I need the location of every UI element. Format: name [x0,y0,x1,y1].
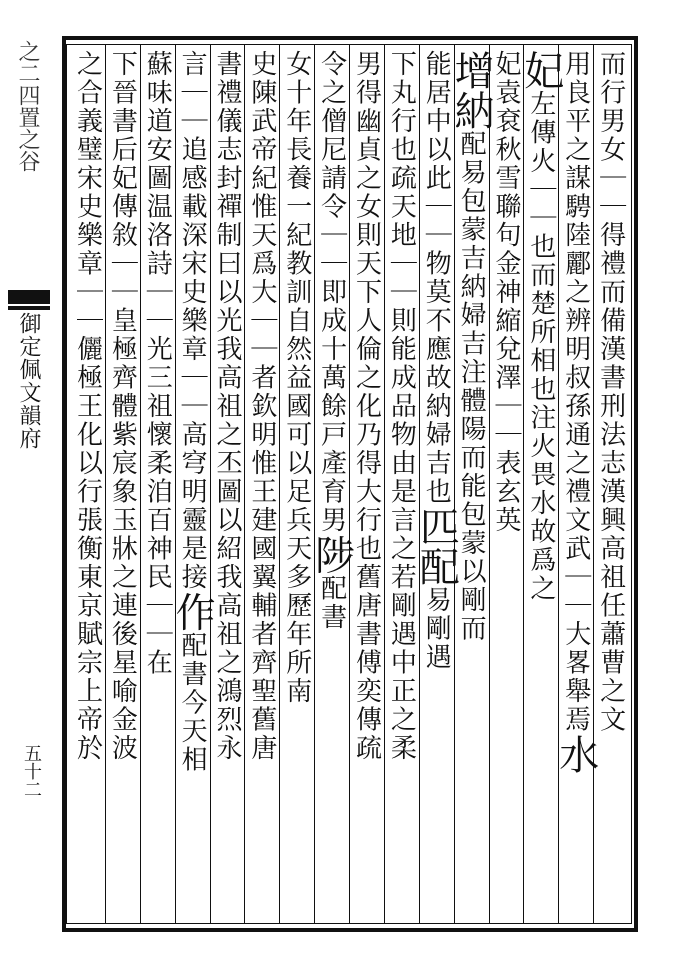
text-run: 下晉書后妃傳敘｜｜皇極齊體紫宸象玉牀之連後星喻金波 [107,50,138,763]
text-run: 配 [316,574,347,603]
text-run: 之合義璧宋史樂章｜｜儷極王化以行張衡東京賦宗上帝於 [72,50,103,763]
fishtail-mark [8,290,50,304]
headword: 作 [169,591,216,632]
margin-top-faint-text [2,40,52,290]
headword: 增納 [448,50,495,130]
book-title: 御定佩文韻府 [16,312,41,450]
text-run: 天多歷年所南 [281,534,312,706]
text-run: 用良平之謀騁陸酈之辨明叔孫通之禮文武｜｜大畧舉焉 [560,50,591,734]
text-run: 言｜｜追感載深宋史樂章｜｜高穹明靈是接 [177,50,208,592]
text-run: 令之僧尼請令｜｜即成十萬餘戸產育男 [316,50,347,535]
headword: 陟 [308,534,355,575]
text-run: 書 [316,603,347,632]
text-run: 左傳火｜｜也而楚所相也注火畏水故爲之 [525,90,556,603]
text-run: 蘇味道安圖温洛詩｜｜光三祖懷柔洎百神 [142,50,173,563]
text-run: 配 [177,631,208,660]
text-run: 易剛遇 [421,586,452,672]
column-text [66,50,108,763]
headword: 妃 [517,50,564,90]
text-run: 易包蒙吉納婦吉注體陽而能包蒙以剛而 [456,158,487,643]
text-run: 配 [456,130,487,159]
text-column [66,50,108,918]
text-run: 史陳武帝紀惟天爲大｜｜者欽明惟王建國翼輔者齊聖舊唐 [246,50,277,763]
text-run: 下丸行也疏天地｜｜則能成品物由是言之若剛遇中正之柔 [386,50,417,763]
text-run: 妃袁袞秋雪聯句金神縮兌澤｜｜表玄英 [490,50,521,535]
fishtail-mark-line [8,306,50,310]
text-run: 男得幽貞之女則天下人倫之化乃得大行也舊唐書傅奕傳疏 [351,50,382,763]
text-run: 而行男女｜｜得禮而備漢書刑法志漢興高祖任蕭曹之文 [595,50,626,734]
text-run: 民｜｜在 [142,563,173,677]
headword: 匹配 [413,506,460,586]
page-number: 五十二 [21,744,42,798]
text-run: 能居中以此｜｜物莫不應故納婦吉也 [421,50,452,506]
headword: 水 [552,734,599,774]
text-run: 書禮儀志封禪制曰以光我高祖之丕圖以紹我高祖之鴻烈永 [211,50,242,763]
margin-top-faint: 之二四置之谷 [15,40,40,172]
text-run: 女十年長養一紀教訓自然益國可以足兵 [281,50,312,535]
text-run: 書今天相 [177,660,208,774]
